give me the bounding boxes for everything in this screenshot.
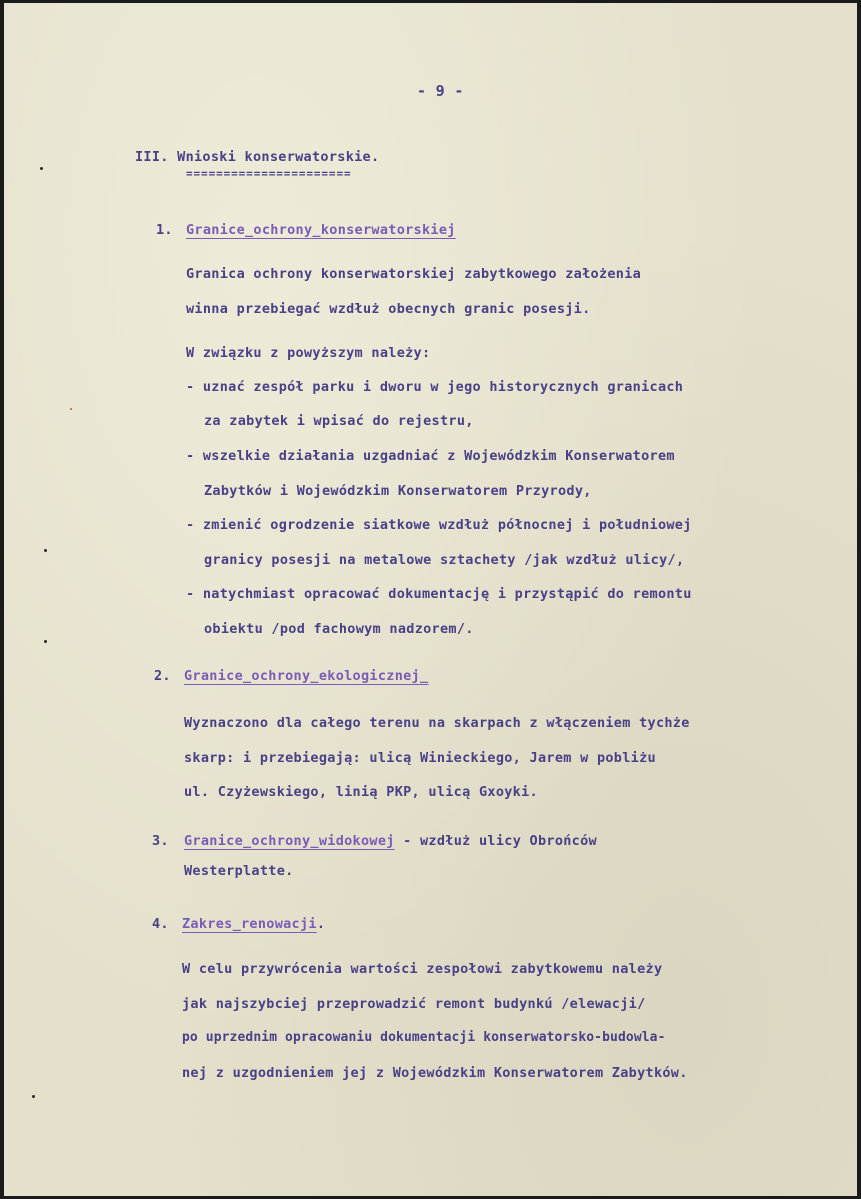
scan-speck	[44, 549, 47, 552]
item-4-line: W celu przywrócenia wartości zespołowi zabytkowemu należy	[182, 961, 663, 977]
item-1-bullet-line: - zmienić ogrodzenie siatkowe wzdłuż północnej i południowej	[186, 517, 692, 533]
scan-speck	[32, 1095, 35, 1098]
item-2-heading: Granice_ochrony_ekologicznej_	[184, 668, 429, 684]
item-4-line: jak najszybciej przeprowadzić remont budynkú /elewacji/	[182, 996, 646, 1012]
item-1-number: 1.	[156, 222, 173, 238]
item-1-bullet-line: za zabytek i wpisać do rejestru,	[204, 413, 474, 429]
page-number: - 9 -	[417, 82, 464, 100]
item-3-heading: Granice_ochrony_widokowej	[184, 833, 395, 849]
item-3-line: Westerplatte.	[184, 863, 294, 879]
item-1-line: W związku z powyższym należy:	[186, 345, 431, 361]
item-3-text: - wzdłuż ulicy Obrońców	[394, 833, 597, 849]
item-2-line: Wyznaczono dla całego terenu na skarpach z włączeniem tychże	[184, 715, 690, 731]
scan-speck	[40, 167, 43, 170]
item-1-bullet-line: - wszelkie działania uzgadniać z Wojewódzkim Konserwatorem	[186, 448, 675, 464]
item-1-heading: Granice_ochrony_konserwatorskiej	[186, 222, 456, 238]
item-1-bullet-line: obiektu /pod fachowym nadzorem/.	[204, 621, 474, 637]
item-3-number: 3.	[152, 833, 169, 849]
scan-speck	[70, 408, 72, 410]
item-4-heading: Zakres_renowacji	[182, 916, 317, 932]
item-1-line: Granica ochrony konserwatorskiej zabytkowego założenia	[186, 266, 642, 282]
item-1-bullet-line: - natychmiast opracować dokumentację i przystąpić do remontu	[186, 586, 692, 602]
item-1-bullet-line: granicy posesji na metalowe sztachety /jak wzdłuż ulicy/,	[204, 552, 685, 568]
item-2-line: skarp: i przebiegają: ulicą Winieckiego, Jarem w pobliżu	[184, 750, 656, 766]
item-4-line: po uprzednim opracowaniu dokumentacji konserwatorsko-budowla-	[182, 1030, 666, 1045]
item-1-bullet-line: Zabytków i Wojewódzkim Konserwatorem Przyrody,	[204, 483, 592, 499]
section-title-underline: ======================	[186, 167, 352, 180]
item-3-line	[184, 833, 597, 849]
item-4-heading-line	[182, 916, 325, 932]
scan-speck	[44, 640, 47, 643]
item-2-number: 2.	[154, 668, 171, 684]
item-1-line: winna przebiegać wzdłuż obecnych granic posesji.	[186, 301, 591, 317]
document-page	[4, 3, 857, 1196]
item-4-line: nej z uzgodnieniem jej z Wojewódzkim Konserwatorem Zabytków.	[182, 1065, 688, 1081]
item-1-bullet-line: - uznać zespół parku i dworu w jego historycznych granicach	[186, 379, 684, 395]
item-4-number: 4.	[152, 916, 169, 932]
section-title: III. Wnioski konserwatorskie.	[135, 149, 380, 165]
item-4-heading-end: .	[316, 916, 326, 932]
item-2-line: ul. Czyżewskiego, linią PKP, ulicą Gxoyki.	[184, 784, 538, 800]
